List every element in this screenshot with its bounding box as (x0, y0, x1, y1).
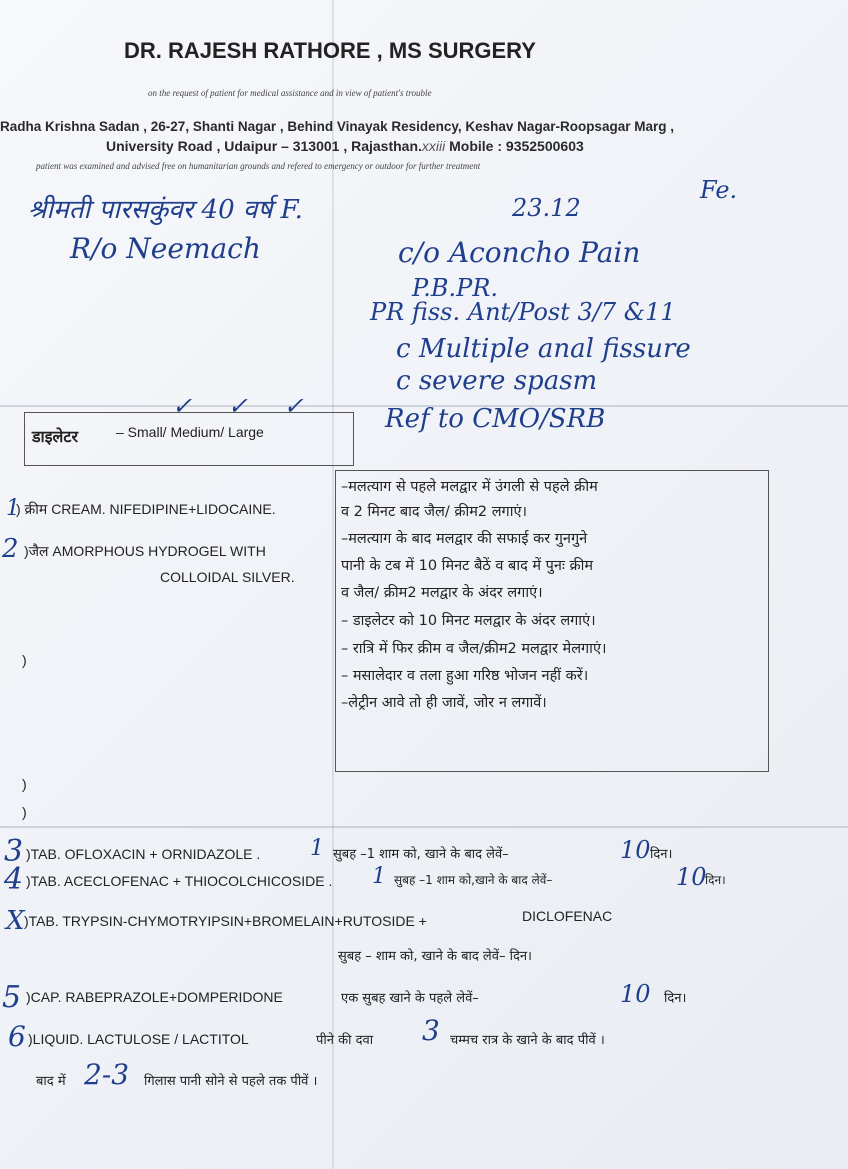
empty-item-bracket: ) (22, 652, 27, 668)
duration-days: 10 (620, 980, 651, 1008)
doctor-title: DR. RAJESH RATHORE , MS SURGERY (124, 38, 536, 63)
visit-date: 23.12 (512, 194, 581, 222)
doctor-mark: Fe. (700, 176, 738, 204)
dose-count: 1 (310, 836, 324, 861)
med-number: 4 (4, 862, 24, 897)
instruction-line: –लेट्रीन आवे तो ही जावें, जोर न लगावें। (341, 695, 547, 711)
tab-ofloxacin: )TAB. OFLOXACIN + ORNIDAZOLE . (26, 846, 261, 862)
duration-days: 10 (620, 836, 651, 864)
paper-fold-line (332, 0, 334, 1169)
exam-bppr: P.B.PR. (412, 274, 499, 302)
day-label: दिन। (650, 847, 673, 862)
water-instruction: गिलास पानी सोने से पहले तक पीवें । (144, 1074, 318, 1089)
complaint: c/o Aconcho Pain (398, 236, 641, 269)
med-number: 2 (2, 534, 19, 564)
water-instruction-prefix: बाद में (36, 1074, 66, 1089)
tab-trypsin: )TAB. TRYPSIN-CHYMOTRYIPSIN+BROMELAIN+RUTOSIDE + (24, 913, 427, 929)
med-number: 1 (6, 496, 20, 521)
med-cream: ) क्रीम CREAM. NIFEDIPINE+LIDOCAINE. (16, 501, 276, 517)
instruction-line: व 2 मिनट बाद जैल/ क्रीम2 लगाएं। (341, 504, 527, 520)
duration-days: 10 (676, 863, 707, 891)
dilator-size-options: – Small/ Medium/ Large (116, 424, 264, 440)
day-label: दिन। (664, 991, 687, 1006)
dose-quantity: 3 (422, 1014, 440, 1047)
liquid-lactulose: )LIQUID. LACTULOSE / LACTITOL (28, 1031, 249, 1047)
patient-residence: R/o Neemach (70, 232, 261, 265)
cap-rabeprazole: )CAP. RABEPRAZOLE+DOMPERIDONE (26, 989, 283, 1005)
med-number: 6 (8, 1020, 26, 1053)
dose-schedule: सुबह –1 शाम को,खाने के बाद लेवें– (394, 873, 553, 887)
instruction-line: – मसालेदार व तला हुआ गरिष्ठ भोजन नहीं करें। (341, 668, 589, 684)
med-gel: )जैल AMORPHOUS HYDROGEL WITH (24, 543, 266, 559)
instruction-line: –मलत्याग के बाद मलद्वार की सफाई कर गुनगुने (341, 531, 588, 547)
tab-trypsin-extra: DICLOFENAC (522, 908, 613, 924)
dose-schedule: एक सुबह खाने के पहले लेवें– (341, 991, 479, 1006)
finding-multiple-fissure: c Multiple anal fissure (396, 334, 691, 364)
tab-aceclofenac: )TAB. ACECLOFENAC + THIOCOLCHICOSIDE . (26, 873, 333, 889)
instruction-line: –मलत्याग से पहले मलद्वार में उंगली से पहले क्रीम (341, 479, 598, 495)
address-line-1: Radha Krishna Sadan , 26-27, Shanti Nagar , Behind Vinayak Residency, Keshav Nagar-Roopsagar Marg , (0, 119, 674, 134)
finding-spasm: c severe spasm (396, 366, 598, 396)
instruction-line: – डाइलेटर को 10 मिनट मलद्वार के अंदर लगाएं। (341, 613, 596, 629)
med-number: 3 (4, 834, 24, 869)
tick-marks: ✓ ✓ ✓ (172, 392, 318, 420)
day-label: दिन। (705, 873, 726, 887)
med-gel-line2: COLLOIDAL SILVER. (160, 569, 295, 585)
disclaimer: patient was examined and advised free on humanitarian grounds and refered to emergency or outdoor for further treatment (36, 161, 481, 171)
referral: Ref to CMO/SRB (385, 404, 606, 434)
instruction-line: पानी के टब में 10 मिनट बैठें व बाद में पुनः क्रीम (341, 558, 594, 574)
dose-count: 1 (372, 864, 386, 889)
patient-name: श्रीमती पारसकुंवर 40 वर्ष F. (28, 195, 303, 225)
dilator-label: डाइलेटर (32, 427, 79, 446)
empty-item-bracket: ) (22, 776, 27, 792)
instruction-line: – रात्रि में फिर क्रीम व जैल/क्रीम2 मलद्वार मेलगाएं। (341, 641, 607, 657)
dose-schedule: पीने की दवा (316, 1033, 374, 1048)
med-number: X (6, 906, 25, 936)
empty-item-bracket: ) (22, 804, 27, 820)
dose-schedule: सुबह –1 शाम को, खाने के बाद लेवें– (333, 847, 509, 862)
dose-schedule: सुबह – शाम को, खाने के बाद लेवें– दिन। (338, 949, 532, 964)
tagline: on the request of patient for medical assistance and in view of patient's trouble (148, 88, 432, 98)
med-number: 5 (2, 980, 22, 1015)
paper-fold-line (0, 826, 848, 828)
dose-schedule: चम्मच रात्र के खाने के बाद पीवें । (450, 1033, 605, 1048)
water-quantity: 2-3 (84, 1058, 130, 1091)
instruction-line: व जैल/ क्रीम2 मलद्वार के अंदर लगाएं। (341, 585, 543, 601)
address-line-2: University Road , Udaipur – 313001 , Rajasthan.xxiii Mobile : 9352500603 (106, 138, 584, 154)
exam-pr-finding: PR fiss. Ant/Post 3/7 &11 (370, 298, 676, 326)
